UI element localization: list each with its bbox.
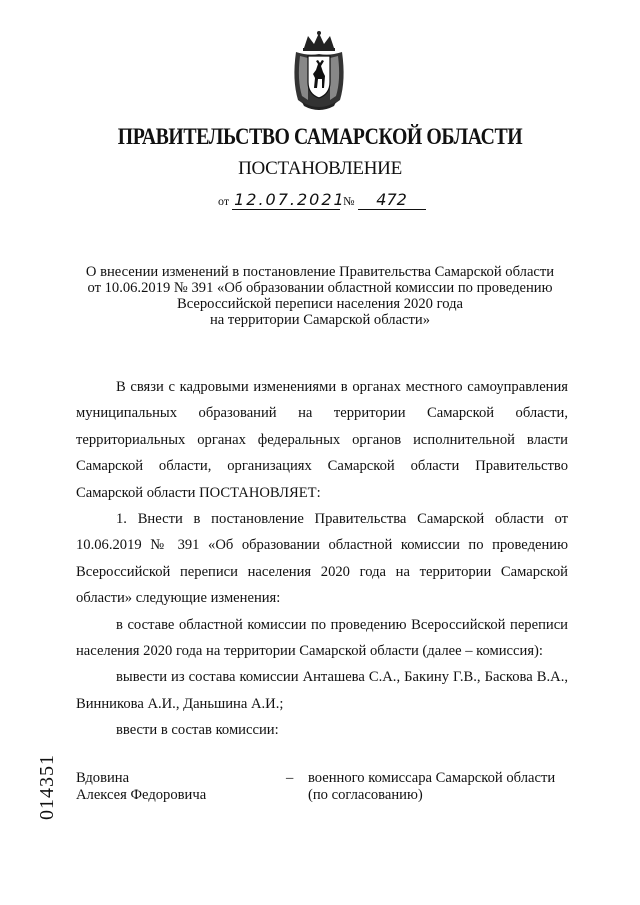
subject-line: О внесении изменений в постановление Правительства Самарской области [85, 264, 555, 280]
item-1-paragraph: 1. Внести в постановление Правительства Самарской области от 10.06.2019 № 391 «Об образовании областной комиссии по проведению Всероссийской переписи населения 2020 года на территории Самарской области» следующие изменения: [76, 511, 568, 607]
remove-members-paragraph: вывести из состава комиссии Анташева С.А., Бакину Г.В., Баскова В.А., Винникова А.И., Даньшина А.И.; [76, 669, 568, 712]
subject-line: на территории Самарской области» [209, 312, 431, 328]
handwritten-date: 12.07.2021 [234, 190, 346, 209]
subject-line: Всероссийской переписи населения 2020 года [177, 296, 463, 312]
appointment-dash: – [286, 770, 294, 786]
handwritten-number: 472 [358, 190, 426, 210]
samara-coat-of-arms-icon [288, 30, 350, 112]
role-line: военного комиссара Самарской области [308, 770, 556, 786]
document-type: ПОСТАНОВЛЕНИЕ [238, 158, 402, 179]
appointee-name [76, 770, 276, 804]
subject-line: от 10.06.2019 № 391 «Об образовании областной комиссии по проведению [87, 280, 553, 296]
add-members-paragraph: ввести в состав комиссии: [116, 722, 279, 739]
number-prefix: № [343, 194, 355, 208]
composition-paragraph: в составе областной комиссии по проведению Всероссийской переписи населения 2020 года на территории Самарской области (далее – комиссия): [76, 616, 568, 660]
side-serial-number: 014351 [36, 754, 58, 820]
preamble-paragraph: В связи с кадровыми изменениями в органах местного самоуправления муниципальных образований на территории Самарской области, территориальных органах федеральных органов исполнительной власти Самарской области, организациях Самарской области Правительство Самарской области ПОСТАНОВЛЯЕТ: [76, 379, 568, 501]
appointee-surname: Вдовина [76, 770, 130, 786]
date-prefix: от [218, 194, 230, 208]
appointee-given-names: Алексея Федоровича [76, 787, 207, 803]
date-number-line [218, 190, 426, 210]
government-title: ПРАВИТЕЛЬСТВО САМАРСКОЙ ОБЛАСТИ [117, 124, 523, 149]
appointee-role [308, 770, 570, 804]
document-body [76, 374, 568, 744]
role-line: (по согласованию) [308, 787, 423, 803]
subject-block [60, 264, 580, 328]
